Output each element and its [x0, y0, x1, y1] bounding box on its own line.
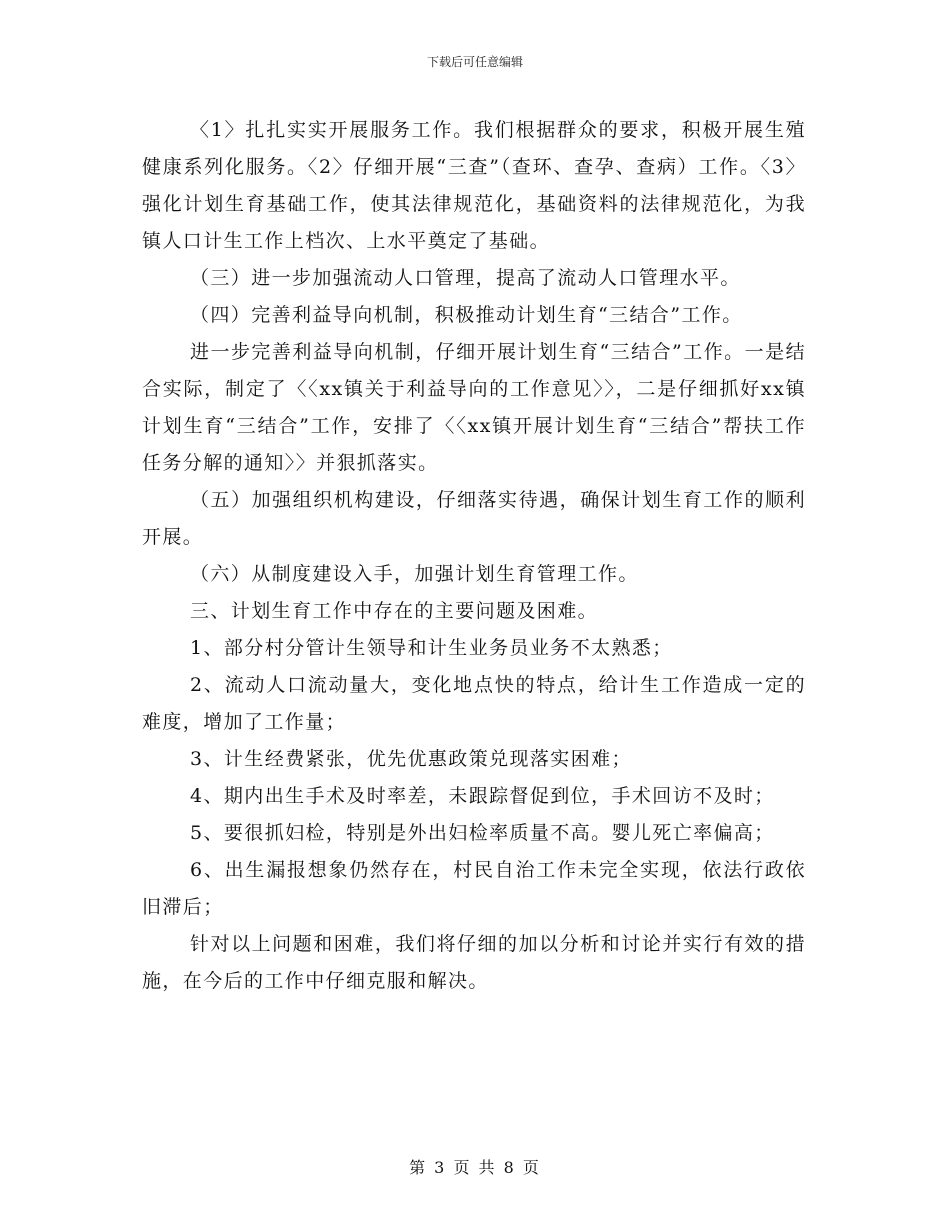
paragraph: 进一步完善利益导向机制，仔细开展计划生育“三结合”工作。一是结合实际，制定了〈〈xx镇关于利益导向的工作意见〉〉，二是仔细抓好xx镇计划生育“三结合”工作，安排了〈〈xx镇开展计划生育“三结合”帮扶工作任务分解的通知〉〉并狠抓落实。	[142, 341, 806, 474]
paragraph: 针对以上问题和困难，我们将仔细的加以分析和讨论并实行有效的措施，在今后的工作中仔细克服和解决。	[142, 933, 806, 992]
page-number: 第 3 页 共 8 页	[409, 1158, 541, 1177]
section-heading: （四）完善利益导向机制，积极推动计划生育“三结合”工作。	[190, 304, 743, 326]
section-heading: 三、计划生育工作中存在的主要问题及困难。	[190, 600, 599, 622]
list-item: 1、部分村分管计生领导和计生业务员业务不太熟悉；	[190, 637, 673, 659]
list-item: 4、期内出生手术及时率差，未跟踪督促到位，手术回访不及时；	[190, 785, 775, 807]
section-heading: （三）进一步加强流动人口管理，提高了流动人口管理水平。	[190, 267, 741, 289]
paragraph: 〈1〉扎扎实实开展服务工作。我们根据群众的要求，积极开展生殖健康系列化服务。〈2〉仔细开展“三查”（查环、查孕、查病）工作。〈3〉强化计划生育基础工作，使其法律规范化，基础资料的法律规范化，为我镇人口计生工作上档次、上水平奠定了基础。	[142, 119, 806, 252]
list-item: 6、出生漏报想象仍然存在，村民自治工作未完全实现，依法行政依旧滞后；	[142, 859, 806, 918]
page-header: 下载后可任意编辑	[426, 55, 523, 69]
document-body	[142, 112, 806, 1000]
section-heading: （五）加强组织机构建设，仔细落实待遇，确保计划生育工作的顺利开展。	[142, 489, 806, 548]
list-item: 2、流动人口流动量大，变化地点快的特点，给计生工作造成一定的难度，增加了工作量；	[142, 674, 806, 733]
list-item: 3、计生经费紧张，优先优惠政策兑现落实困难；	[190, 748, 632, 770]
section-heading: （六）从制度建设入手，加强计划生育管理工作。	[190, 563, 639, 585]
list-item: 5、要很抓妇检，特别是外出妇检率质量不高。婴儿死亡率偏高；	[190, 822, 775, 844]
